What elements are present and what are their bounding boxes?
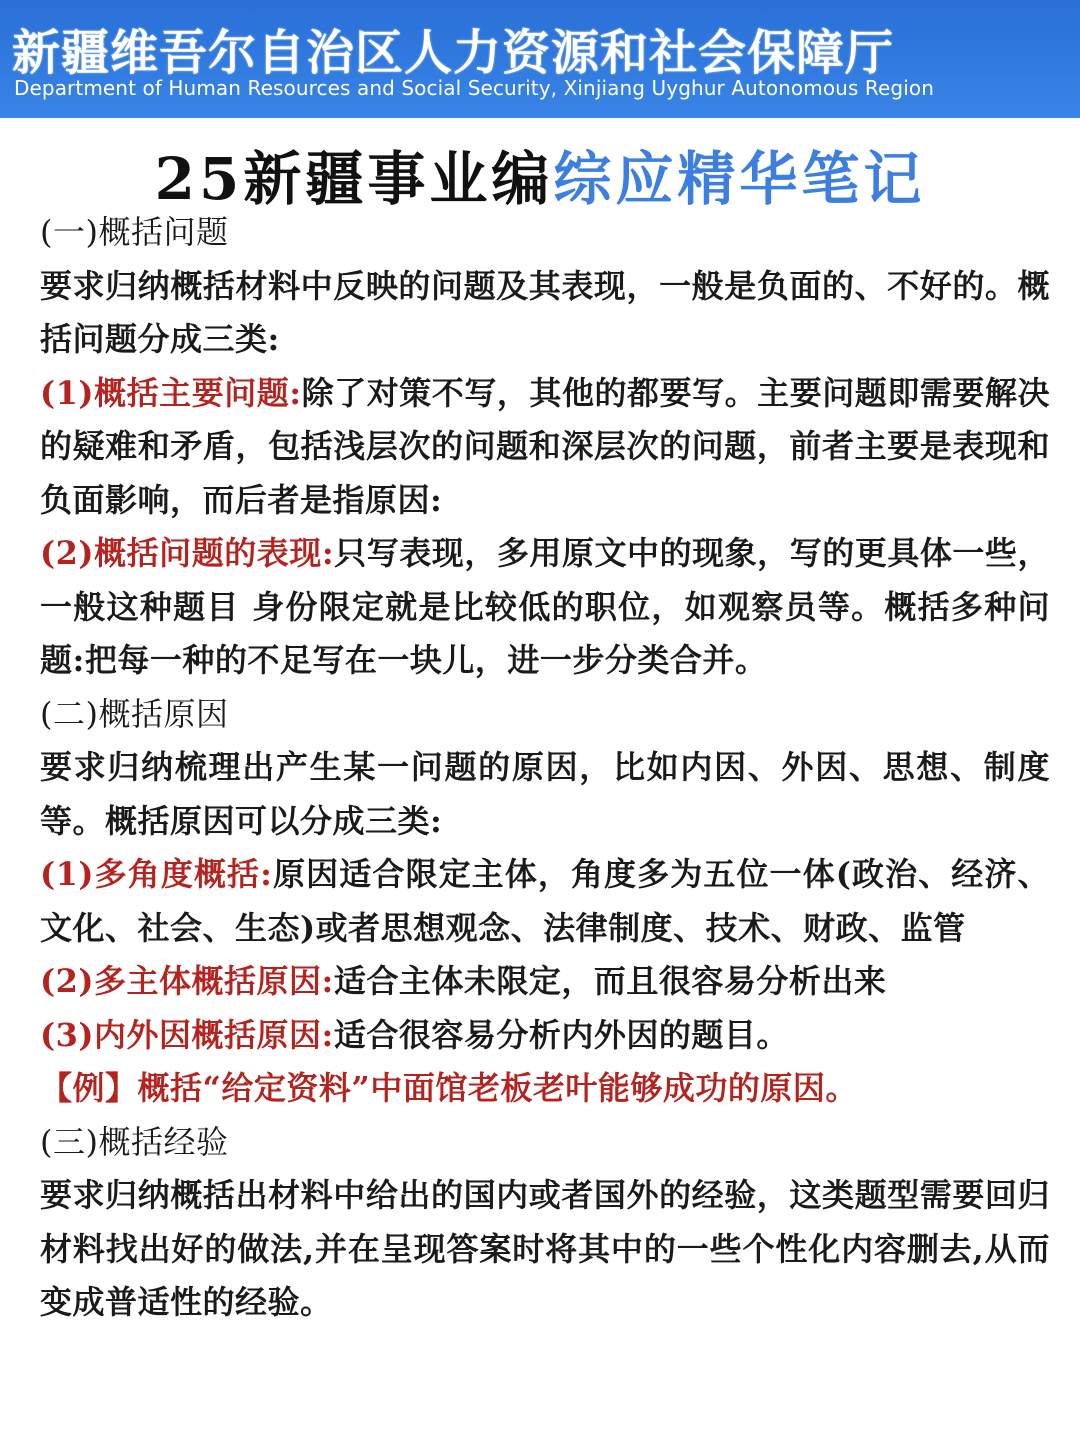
section-heading-2: (二)概括原因 [40, 694, 229, 733]
section-2-item-3 [40, 1009, 1050, 1063]
header-banner [0, 0, 1080, 118]
item-text: 除了对策不写，其他的都要写。主要问题即需要解决的疑难和矛盾，包括浅层次的问题和深层次的问题，前者主要是表现和负面影响，而后者是指原因: [40, 373, 1050, 519]
item-label: (1)多角度概括: [40, 855, 273, 893]
section-1-item-2 [40, 527, 1050, 688]
notes-content [40, 206, 1050, 1330]
item-text: 原因适合限定主体，角度多为五位一体(政治、经济、文化、社会、生态)或者思想观念、法律制度、技术、财政、监管 [40, 855, 1050, 947]
section-intro-1: 要求归纳概括材料中反映的问题及其表现，一般是负面的、不好的。概括问题分成三类: [40, 266, 1050, 358]
page-title [0, 132, 1080, 216]
section-heading-1: (一)概括问题 [40, 213, 229, 251]
page-title-highlight: 综应精华笔记 [553, 145, 926, 213]
item-label: (1)概括主要问题: [40, 373, 302, 412]
item-label: (3)内外因概括原因: [40, 1015, 334, 1054]
section-1-item-1 [40, 367, 1050, 528]
section-heading-3: (三)概括经验 [40, 1122, 229, 1161]
section-2-item-1 [40, 848, 1050, 955]
item-label: (2)多主体概括原因: [40, 962, 334, 1000]
section-intro-3: 要求归纳概括出材料中给出的国内或者国外的经验，这类题型需要回归材料找出好的做法,并在呈现答案时将其中的一些个性化内容删去,从而变成普适性的经验。 [40, 1176, 1050, 1321]
banner-title-cn: 新疆维吾尔自治区人力资源和社会保障厅 [12, 25, 895, 81]
item-label: (2)概括问题的表现: [40, 534, 335, 572]
section-2-item-2 [40, 955, 1050, 1009]
section-2-example: 【例】概括“给定资料”中面馆老板老叶能够成功的原因。 [40, 1069, 858, 1107]
item-text: 适合主体未限定，而且很容易分析出来 [333, 962, 887, 1000]
banner-title-en: Department of Human Resources and Social Security, Xinjiang Uyghur Autonomous Region [14, 76, 935, 100]
item-text: 只写表现，多用原文中的现象，写的更具体一些，一般这种题目 身份限定就是比较低的职位，如观察员等。概括多种问题:把每一种的不足写在一块儿，进一步分类合并。 [40, 534, 1050, 679]
item-text: 适合很容易分析内外因的题目。 [333, 1015, 789, 1054]
section-intro-2: 要求归纳梳理出产生某一问题的原因，比如内因、外因、思想、制度等。概括原因可以分成三类: [40, 748, 1050, 840]
page-title-main: 25新疆事业编 [154, 145, 554, 213]
